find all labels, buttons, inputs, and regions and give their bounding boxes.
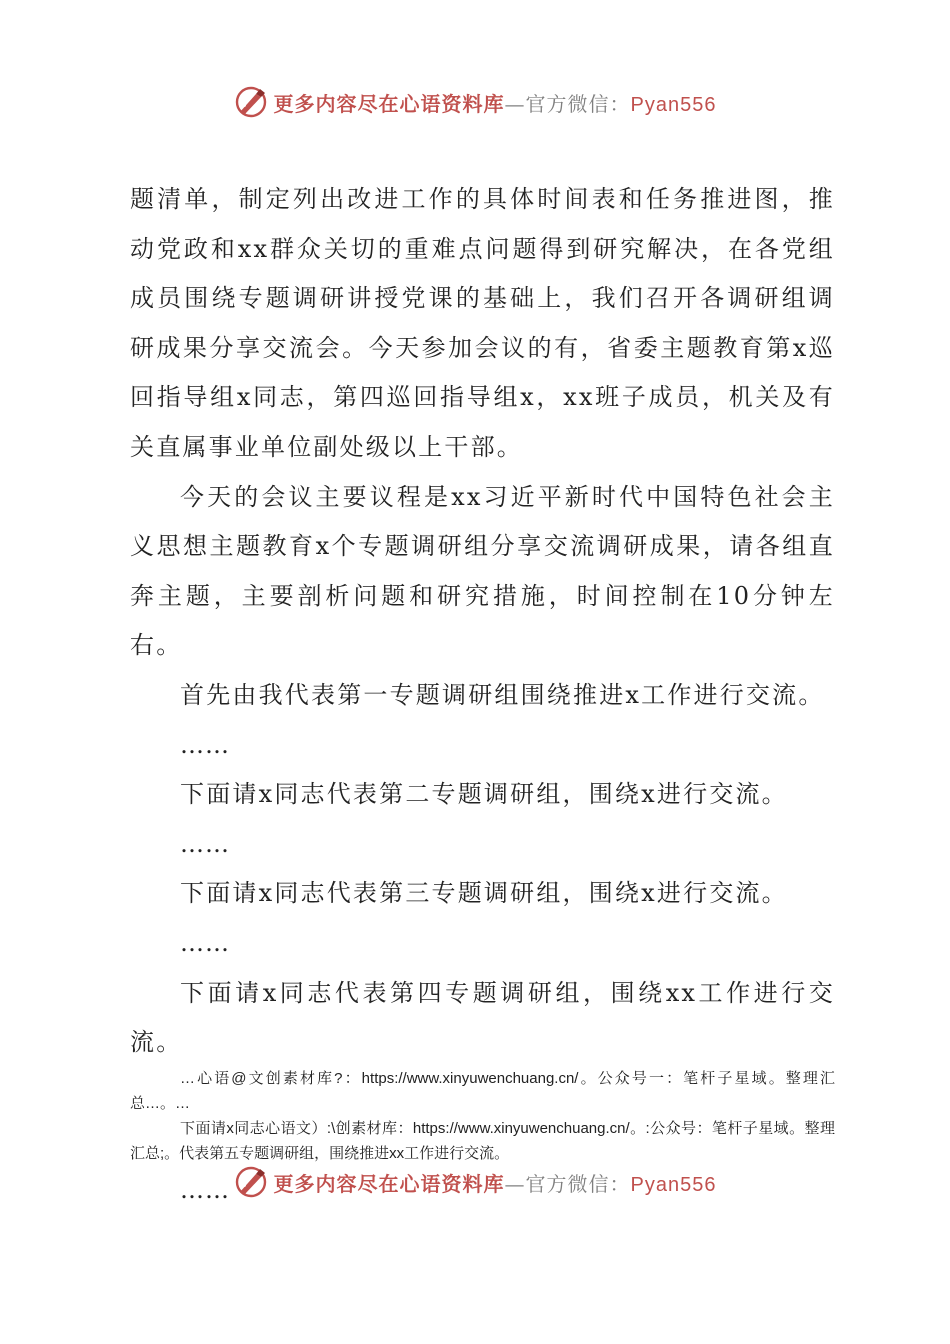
paragraph-1: 题清单，制定列出改进工作的具体时间表和任务推进图，推动党政和xx群众关切的重难点问题得到研究解决，在各党组成员围绕专题调研讲授党课的基础上，我们召开各调研组调研成果分享交流会。今天参加会议的有，省委主题教育第x巡回指导组x同志，第四巡回指导组x，xx班子成员，机关及有关直属事业单位副处级以上干部。 (130, 185, 835, 461)
ellipsis-2: …… (180, 829, 230, 858)
small-note-2: 下面请x同志心语文）:\创素材库：https://www.xinyuwenchuang.cn/。:公众号：笔杆子星域。整理汇总;。代表第五专题调研组，围绕推进xx工作进行交流。 (130, 1119, 835, 1162)
header-wechat-label: 官方微信： (525, 91, 631, 116)
ellipsis-1: …… (180, 730, 230, 759)
footer-banner (0, 1160, 950, 1204)
paragraph-5: 下面请x同志代表第三专题调研组，围绕x进行交流。 (180, 879, 788, 908)
footer-main-text: 更多内容尽在心语资料库 (273, 1171, 505, 1196)
paragraph-6: 下面请x同志代表第四专题调研组，围绕xx工作进行交流。 (130, 978, 835, 1057)
footer-dash: — (504, 1171, 526, 1196)
header-banner (0, 80, 950, 124)
paragraph-4: 下面请x同志代表第二专题调研组，围绕x进行交流。 (180, 780, 788, 809)
footer-wechat-id: Pyan556 (630, 1173, 717, 1196)
paragraph-2: 今天的会议主要议程是xx习近平新时代中国特色社会主义思想主题教育x个专题调研组分享交流调研成果，请各组直奔主题，主要剖析问题和研究措施，时间控制在10分钟左右。 (130, 482, 835, 660)
ellipsis-4: …… (180, 1175, 230, 1204)
fountain-pen-logo-icon (234, 85, 268, 119)
header-dash: — (504, 91, 526, 116)
paragraph-3: 首先由我代表第一专题调研组围绕推进x工作进行交流。 (180, 680, 825, 709)
document-body (130, 175, 835, 1215)
footer-text (274, 1168, 717, 1197)
header-main-text: 更多内容尽在心语资料库 (273, 91, 505, 116)
ellipsis-3: …… (180, 928, 230, 957)
fountain-pen-logo-icon (234, 1165, 268, 1199)
footer-wechat-label: 官方微信： (525, 1171, 631, 1196)
header-wechat-id: Pyan556 (630, 93, 717, 116)
header-text (274, 88, 717, 117)
small-note-1: …心语@文创素材库?：https://www.xinyuwenchuang.cn/。公众号一：笔杆子星域。整理汇总…。… (130, 1069, 835, 1112)
